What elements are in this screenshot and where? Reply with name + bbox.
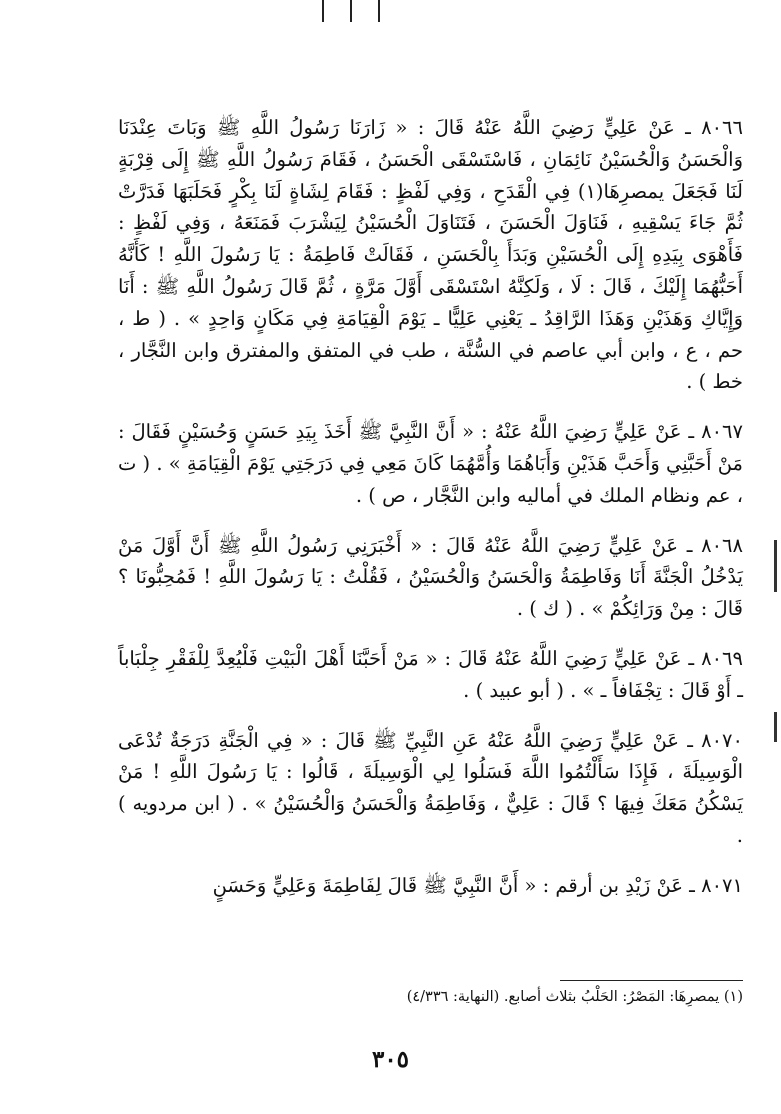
main-text xyxy=(118,112,743,902)
hadith-8067: ٨٠٦٧ ـ عَنْ عَلِيٍّ رَضِيَ اللَّهُ عَنْهُ : « أَنَّ النَّبِيَّ ﷺ أَخَذَ بِيَدِ حَسَنٍ وَحُسَيْنٍ فَقَالَ : مَنْ أَحَبَّنِي وَأَحَبَّ هَذَيْنِ وَأَبَاهُمَا وَأُمَّهُمَا كَانَ مَعِي فِي دَرَجَتِي يَوْمَ الْقِيَامَةِ » . ( ت ، عم ونظام الملك في أماليه وابن النَّجَّار ، ص ) . xyxy=(118,420,743,507)
hadith-8071: ٨٠٧١ ـ عَنْ زَيْدِ بن أرقم : « أَنَّ النَّبِيَّ ﷺ قَالَ لِفَاطِمَةَ وَعَلِيٍّ وَحَسَنٍ xyxy=(212,873,743,897)
footnote-divider xyxy=(560,980,743,981)
hadith-8069: ٨٠٦٩ ـ عَنْ عَلِيٍّ رَضِيَ اللَّهُ عَنْهُ قَالَ : « مَنْ أَحَبَّنَا أَهْلَ الْبَيْتِ فَلْيُعِدَّ لِلْفَقْرِ جِلْبَاباً ـ أَوْ قَالَ : تِجْفَافاً ـ » . ( أبو عبيد ) . xyxy=(118,646,743,702)
scan-artifact xyxy=(350,0,352,22)
scan-artifact xyxy=(378,0,380,22)
scan-artifact xyxy=(322,0,324,22)
page-number: ٣٠٥ xyxy=(371,1046,410,1073)
scan-artifact xyxy=(774,712,777,742)
hadith-8068: ٨٠٦٨ ـ عَنْ عَلِيٍّ رَضِيَ اللَّهُ عَنْهُ قَالَ : « أَخْبَرَنِي رَسُولُ اللَّهِ ﷺ أَنَّ أَوَّلَ مَنْ يَدْخُلُ الْجَنَّةَ أَنَا وَفَاطِمَةُ وَالْحَسَنُ وَالْحُسَيْنُ ، فَقُلْتُ : يَا رَسُولَ اللَّهِ ! فَمُحِبُّونَا ؟ قَالَ : مِنْ وَرَائِكُمْ » . ( ك ) . xyxy=(118,533,743,621)
hadith-8070: ٨٠٧٠ ـ عَنْ عَلِيٍّ رَضِيَ اللَّهُ عَنْهُ عَنِ النَّبِيِّ ﷺ قَالَ : « فِي الْجَنَّةِ دَرَجَةٌ تُدْعَى الْوَسِيلَةَ ، فَإِذَا سَأَلْتُمُوا اللَّهَ فَسَلُوا لِي الْوَسِيلَةَ ، قَالُوا : يَا رَسُولَ اللَّهِ ! مَنْ يَسْكُنُ مَعَكَ فِيهَا ؟ قَالَ : عَلِيٌّ ، وَفَاطِمَةُ وَالْحَسَنُ وَالْحُسَيْنُ » . ( ابن مردويه ) . xyxy=(118,728,743,847)
hadith-8066: ٨٠٦٦ ـ عَنْ عَلِيٍّ رَضِيَ اللَّهُ عَنْهُ قَالَ : « زَارَنَا رَسُولُ اللَّهِ ﷺ وَبَاتَ عِنْدَنَا وَالْحَسَنُ وَالْحُسَيْنُ نَائِمَانِ ، فَاسْتَسْقَى الْحَسَنُ ، فَقَامَ رَسُولُ اللَّهِ ﷺ إِلَى قِرْبَةٍ لَنَا فَجَعَلَ يمصرِهَا(١) فِي الْقَدَحِ ، وَفِي لَفْظٍ : فَقَامَ لِشَاةٍ لَنَا بِكْرٍ فَحَلَبَهَا فَدَرَّتْ ثُمَّ جَاءَ يَسْقِيهِ ، فَنَاوَلَ الْحَسَنَ ، فَتَنَاوَلَ الْحُسَيْنُ لِيَشْرَبَ فَمَنَعَهُ ، وَفِي لَفْظٍ : فَأَهْوَى بِيَدِهِ إِلَى الْحُسَيْنِ وَبَدَأَ بِالْحَسَنِ ، فَقَالَتْ فَاطِمَةُ : يَا رَسُولَ اللَّهِ ! كَأَنَّهُ أَحَبُّهُمَا إِلَيْكَ ، قَالَ : لَا ، وَلَكِنَّهُ اسْتَسْقَى أَوَّلَ مَرَّةٍ ، ثُمَّ قَالَ رَسُولُ اللَّهِ ﷺ : أَنَا وَإِيَّاكِ وَهَذَيْنِ وَهَذَا الرَّاقِدُ ـ يَعْنِي عَلِيًّا ـ يَوْمَ الْقِيَامَةِ فِي مَكَانٍ وَاحِدٍ » . ( ط ، حم ، ع ، وابن أبي عاصم في السُّنَّة ، طب في المتفق والمفترق وابن النَّجَّار ، خط ) . xyxy=(118,116,743,394)
footnote: (١) يمصرِهَا: المَصْرُ: الحَلْبُ بثلاث أصابع. (النهاية: ٤/٣٣٦) xyxy=(406,989,743,1005)
scan-artifact xyxy=(774,540,777,592)
